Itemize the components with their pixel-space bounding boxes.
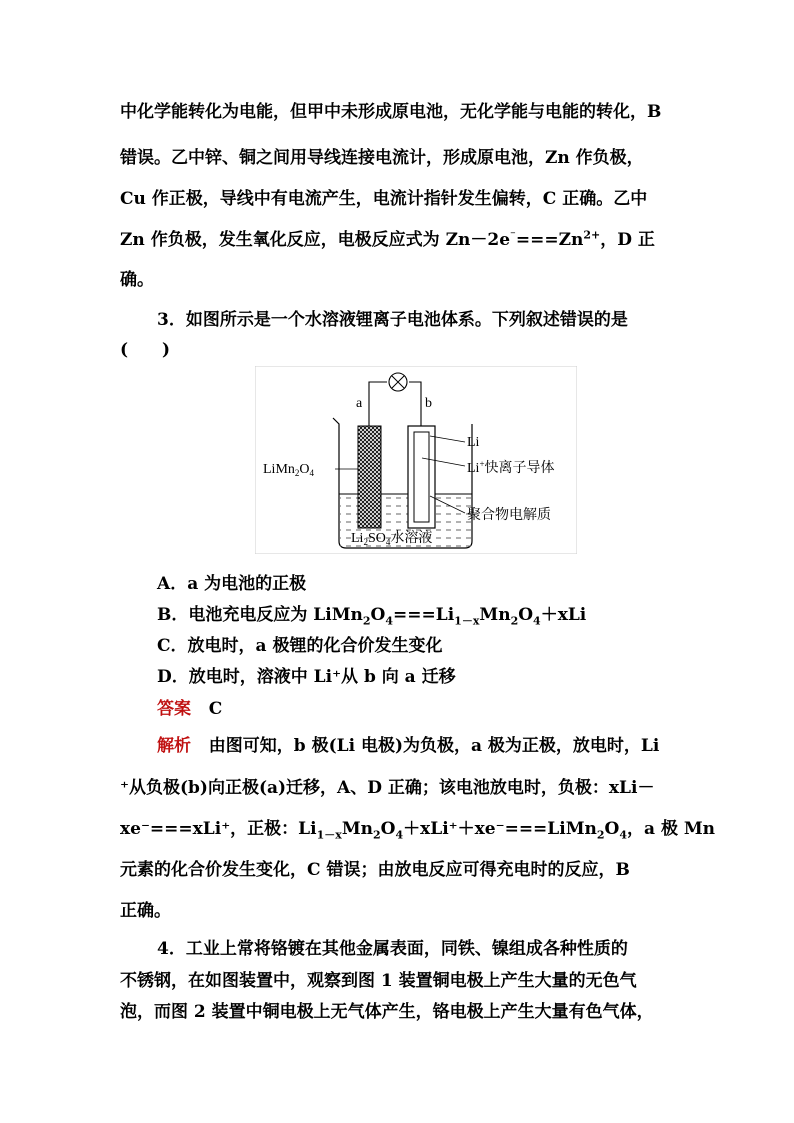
explanation-line-3: xe⁻===xLi⁺，正极：$Li_{1-x}Mn_2O_4+xLi^++xe^-===LiMn_2O_4$，a 极 Mn <box>120 819 716 842</box>
q3-paren: ( ) <box>120 340 171 360</box>
answer-line <box>157 697 222 721</box>
prev-line-2: 错误。乙中锌、铜之间用导线连接电流计，形成原电池，Zn 作负极， <box>120 148 644 168</box>
option-b: B．电池充电反应为 $LiMn_2O_4===Li_{1-x}Mn_2O_4+xLi$ <box>157 605 587 628</box>
prev-line-1: 中化学能转化为电能，但甲中未形成原电池，无化学能与电能的转化，B <box>120 102 662 122</box>
label-b: b <box>425 396 432 411</box>
q3-stem: 3．如图所示是一个水溶液锂离子电池体系。下列叙述错误的是 <box>157 310 628 330</box>
label-a: a <box>356 396 363 411</box>
electrode-b-inner <box>414 432 429 522</box>
prev-line-5: 确。 <box>120 270 154 290</box>
explanation-label: 解析 <box>157 736 191 756</box>
q4-line-2: 不锈钢，在如图装置中，观察到图 1 装置铜电极上产生大量的无色气 <box>120 971 637 991</box>
explanation-line-5: 正确。 <box>120 901 171 921</box>
label-polymer-electrolyte: 聚合物电解质 <box>467 508 551 523</box>
label-li: Li <box>467 435 480 450</box>
label-limn2o4: $LiMn_2O_4$ <box>263 462 315 478</box>
battery-diagram <box>255 366 577 554</box>
q4-line-3: 泡，而图 2 装置中铜电极上无气体产生，铬电极上产生大量有色气体， <box>120 1002 654 1022</box>
label-fast-ion-conductor: Li+快离子导体 <box>467 459 555 476</box>
option-c: C．放电时，a 极锂的化合价发生变化 <box>157 636 443 656</box>
q4-line-1: 4．工业上常将铬镀在其他金属表面，同铁、镍组成各种性质的 <box>157 939 628 959</box>
option-a: A．a 为电池的正极 <box>157 574 307 594</box>
label-solution: $Li_2SO_4$水溶液 <box>351 531 433 547</box>
answer-value: C <box>208 699 223 719</box>
prev-line-4: Zn 作负极，发生氧化反应，电极反应式为 $Zn-2e^{^-}===Zn^{2+}$，D 正 <box>120 228 655 250</box>
battery-diagram-svg <box>255 366 577 554</box>
electrode-a <box>358 426 381 528</box>
answer-label: 答案 <box>157 699 191 719</box>
explanation-line-4: 元素的化合价发生变化，C 错误；由放电反应可得充电时的反应，B <box>120 860 630 880</box>
explanation-line-1: 解析 由图可知，b 极(Li 电极)为负极，a 极为正极，放电时，Li <box>157 736 660 756</box>
explanation-line-2: ⁺从负极(b)向正极(a)迁移，A、D 正确；该电池放电时，负极：xLi－ <box>120 778 655 798</box>
prev-line-3: Cu 作正极，导线中有电流产生，电流计指针发生偏转，C 正确。乙中 <box>120 189 648 209</box>
option-d: D．放电时，溶液中 Li⁺从 b 向 a 迁移 <box>157 667 456 687</box>
